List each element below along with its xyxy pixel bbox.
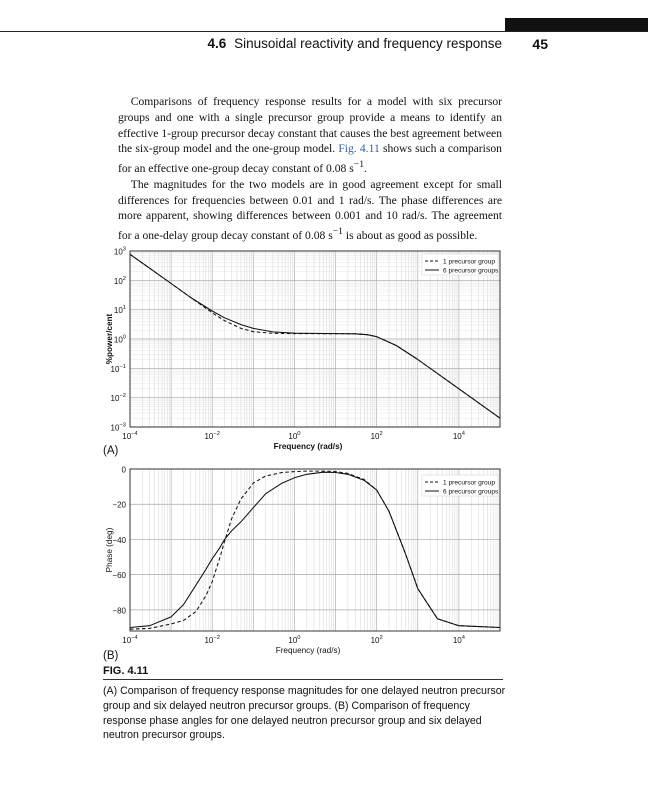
x-tick-label: $10^{-2}$: [204, 635, 220, 645]
y-tick-label: −40: [112, 535, 126, 545]
panel-label: (B): [103, 650, 119, 662]
p1-text: Comparisons of frequency response results for a model with six precursor groups and one with a single precursor group provide a means to identify an effective 1-group precursor decay constant that causes the best agreement between the six-group model and the one-group model.: [118, 95, 502, 156]
p2-end: is about as good as possible.: [345, 229, 478, 243]
x-tick-label: $10^{-2}$: [204, 431, 220, 441]
section-number: 4.6: [207, 36, 227, 51]
y-axis-label: %power/cent: [105, 313, 114, 365]
y-tick-label: $10^1$: [113, 305, 126, 316]
section-title: Sinusoidal reactivity and frequency response: [234, 36, 502, 51]
y-tick-label: $10^2$: [113, 275, 126, 286]
y-tick-label: $10^{-3}$: [110, 422, 126, 433]
legend-label: 6 precursor groups: [443, 488, 499, 496]
x-tick-label: $10^{-4}$: [122, 431, 138, 441]
x-axis-label: Frequency (rad/s): [275, 646, 341, 655]
x-axis-label: Frequency (rad/s): [273, 442, 343, 451]
x-tick-label: $10^2$: [370, 635, 383, 645]
y-tick-label: −60: [112, 571, 126, 581]
p1-sup: −1: [353, 159, 365, 171]
y-tick-label: $10^3$: [113, 246, 126, 257]
x-tick-label: $10^{-4}$: [122, 635, 138, 645]
p1-text-2: shows such a comparison for an effective one-group decay constant of 0.08 s: [118, 142, 502, 176]
y-tick-label: −80: [112, 606, 126, 616]
page-number: 45: [532, 36, 548, 52]
x-tick-label: $10^0$: [288, 431, 301, 441]
x-tick-label: $10^4$: [452, 635, 465, 645]
p2-text: The magnitudes for the two models are in good agreement except for small differences for frequencies between 0.01 and 1 rad/s. The phase differences are more apparent, showing differences between 0.001 and 10 rad/s. The agreement for a one-delay group decay constant of 0.08 s: [118, 177, 502, 243]
y-tick-label: $10^{-1}$: [110, 363, 126, 374]
figure-caption: (A) Comparison of frequency response magnitudes for one delayed neutron precursor group and six delayed neutron precursor groups. (B) Comparison of frequency response phase angles for one delayed neutron precursor group and six delayed neutron precursor groups.: [103, 685, 506, 742]
y-tick-label: −20: [112, 500, 126, 510]
y-tick-label: $10^0$: [113, 334, 126, 345]
x-tick-label: $10^0$: [288, 635, 301, 645]
phase-chart: [103, 466, 500, 663]
x-tick-label: $10^2$: [370, 431, 383, 441]
y-tick-label: $10^{-2}$: [110, 393, 126, 404]
magnitude-chart: [103, 247, 500, 458]
p2-sup: −1: [332, 226, 344, 238]
caption-rule: [103, 679, 503, 680]
legend-label: 1 precursor group: [443, 258, 496, 266]
x-tick-label: $10^4$: [452, 431, 465, 441]
legend-label: 1 precursor group: [443, 479, 496, 487]
y-axis-label: Phase (deg): [105, 527, 114, 573]
legend-label: 6 precursor groups: [443, 267, 499, 275]
panel-label: (A): [103, 445, 119, 457]
y-tick-label: 0: [121, 465, 126, 475]
figure-label: FIG. 4.11: [103, 665, 149, 677]
figure-link[interactable]: Fig. 4.11: [338, 142, 380, 156]
p1-end: .: [364, 162, 367, 176]
